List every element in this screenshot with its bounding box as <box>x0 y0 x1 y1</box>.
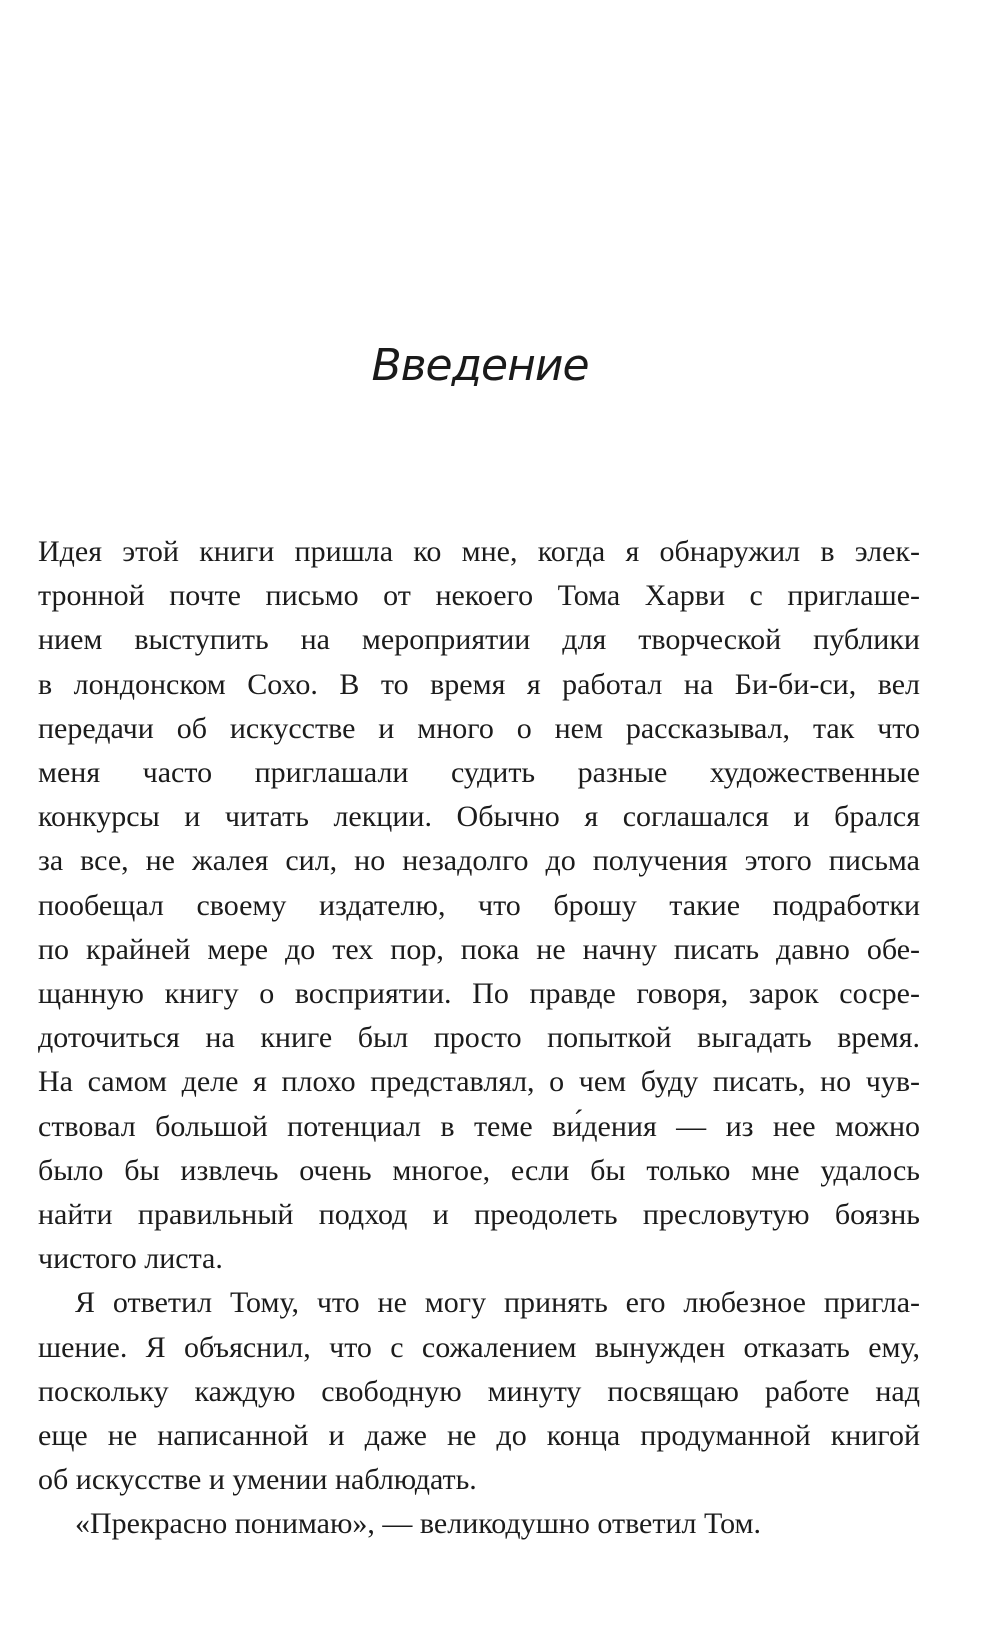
text-line: Я ответил Тому, что не могу принять его любезное пригла- <box>75 1286 920 1320</box>
text-line: поскольку каждую свободную минуту посвящаю работе над <box>38 1374 920 1408</box>
paragraph-2 <box>38 1281 920 1502</box>
text-line: найти правильный подход и преодолеть пресловутую боязнь <box>38 1198 920 1232</box>
text-line: На самом деле я плохо представлял, о чем буду писать, но чув- <box>38 1065 920 1099</box>
text-line: по крайней мере до тех пор, пока не начну писать давно обе- <box>38 932 920 966</box>
text-line: еще не написанной и даже не до конца продуманной книгой <box>38 1419 920 1453</box>
chapter-title: Введение <box>371 340 589 391</box>
paragraph-1 <box>38 530 920 1281</box>
body-text <box>38 530 920 1547</box>
text-line: шение. Я объяснил, что с сожалением вынужден отказать ему, <box>38 1330 920 1364</box>
text-line: меня часто приглашали судить разные художественные <box>38 756 920 790</box>
text-line: ствовал большой потенциал в теме ви́дения — из нее можно <box>38 1109 920 1143</box>
text-line: «Прекрасно понимаю», — великодушно ответил Том. <box>75 1507 761 1541</box>
text-line: было бы извлечь очень многое, если бы только мне удалось <box>38 1153 920 1187</box>
text-line: передачи об искусстве и много о нем рассказывал, так что <box>38 711 920 745</box>
text-line: нием выступить на мероприятии для творческой публики <box>38 623 920 657</box>
text-line: тронной почте письмо от некоего Тома Харви с приглаше- <box>38 579 920 613</box>
text-line: пообещал своему издателю, что брошу такие подработки <box>38 888 920 922</box>
paragraph-3 <box>38 1502 920 1546</box>
text-line: щанную книгу о восприятии. По правде говоря, зарок сосре- <box>38 977 920 1011</box>
text-line: чистого листа. <box>38 1242 223 1276</box>
text-line: доточиться на книге был просто попыткой выгадать время. <box>38 1021 920 1055</box>
text-line: Идея этой книги пришла ко мне, когда я обнаружил в элек- <box>38 535 920 568</box>
text-line: об искусстве и умении наблюдать. <box>38 1463 477 1497</box>
text-line: за все, не жалея сил, но незадолго до получения этого письма <box>38 844 920 878</box>
text-line: конкурсы и читать лекции. Обычно я соглашался и брался <box>38 800 920 834</box>
text-line: в лондонском Сохо. В то время я работал на Би-би-си, вел <box>38 667 920 701</box>
